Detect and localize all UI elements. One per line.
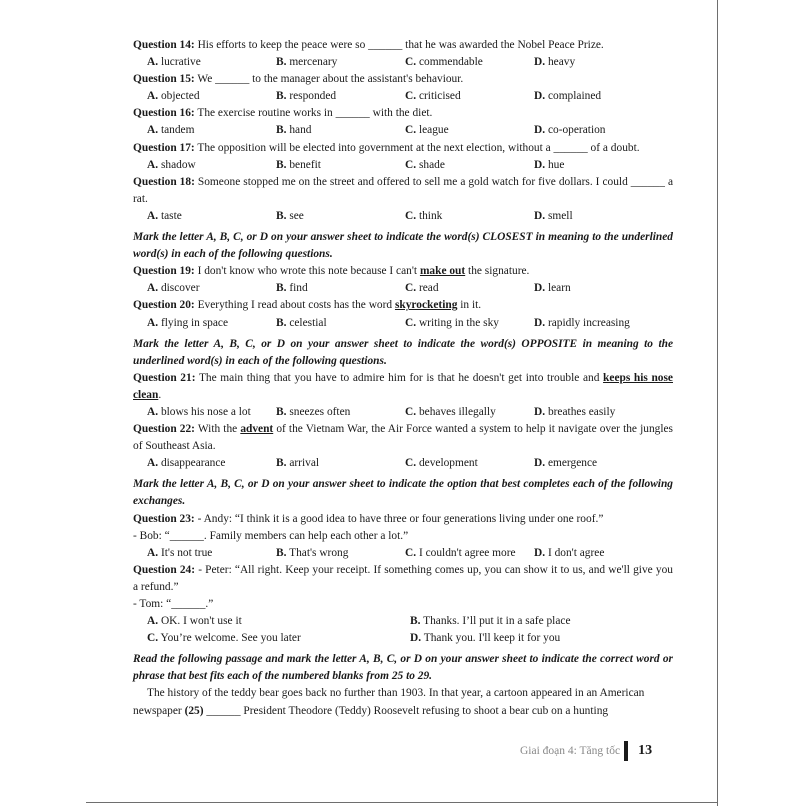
options-19 (133, 280, 673, 297)
option-b[interactable]: B. hand (276, 124, 312, 137)
option-c[interactable]: C. You’re welcome. See you later (147, 632, 301, 645)
page-right-edge (717, 0, 718, 806)
footer-divider (624, 741, 628, 761)
option-d[interactable]: D. rapidly increasing (534, 316, 630, 329)
option-d[interactable]: D. Thank you. I'll keep it for you (410, 632, 561, 645)
option-a[interactable]: A. disappearance (147, 457, 226, 470)
option-a[interactable]: A. shadow (147, 158, 196, 171)
option-d[interactable]: D. heavy (534, 56, 576, 69)
options-18 (133, 208, 673, 225)
question-20: Question 20: Everything I read about costs has the word skyrocketing in it. (133, 299, 482, 312)
option-d[interactable]: D. hue (534, 158, 565, 171)
option-c[interactable]: C. development (405, 457, 478, 470)
option-a[interactable]: A. blows his nose a lot (147, 405, 251, 418)
option-c[interactable]: C. writing in the sky (405, 316, 499, 329)
instruction-passage: Read the following passage and mark the letter A, B, C, or D on your answer sheet to indicate the correct word or phrase that best fits each of the numbered blanks from 25 to 29. (133, 653, 673, 683)
page-footer (520, 740, 652, 762)
option-d[interactable]: D. breathes easily (534, 405, 616, 418)
options-16 (133, 122, 673, 139)
question-19: Question 19: I don't know who wrote this note because I can't make out the signature. (133, 265, 530, 278)
question-24-reply: - Tom: “______.” (133, 598, 214, 610)
option-a[interactable]: A. taste (147, 209, 182, 222)
option-d[interactable]: D. complained (534, 90, 602, 103)
option-a[interactable]: A. It's not true (147, 546, 213, 559)
option-a[interactable]: A. discover (147, 282, 200, 295)
option-b[interactable]: B. see (276, 209, 304, 222)
options-24-row1 (133, 613, 673, 630)
option-b[interactable]: B. arrival (276, 457, 320, 470)
page-bottom-edge (86, 802, 718, 803)
option-a[interactable]: A. lucrative (147, 56, 201, 69)
option-d[interactable]: D. smell (534, 209, 573, 222)
options-22 (133, 455, 673, 472)
option-c[interactable]: C. commendable (405, 56, 483, 69)
option-d[interactable]: D. I don't agree (534, 546, 605, 559)
passage-line-1: The history of the teddy bear goes back no further than 1903. In that year, a cartoon appeared in an American (147, 687, 645, 700)
option-b[interactable]: B. sneezes often (276, 405, 351, 418)
question-22: Question 22: With the advent of the Vietnam War, the Air Force wanted a system to help it navigate over the jungles of Southeast Asia. (133, 423, 673, 453)
option-a[interactable]: A. OK. I won't use it (147, 615, 242, 628)
question-21: Question 21: The main thing that you have to admire him for is that he doesn't get into trouble and keeps his nose clean. (133, 371, 673, 401)
option-a[interactable]: A. objected (147, 90, 200, 103)
instruction-opposite: Mark the letter A, B, C, or D on your answer sheet to indicate the word(s) OPPOSITE in meaning to the underlined word(s) in each of the following questions. (133, 337, 673, 367)
option-c[interactable]: C. think (405, 209, 443, 222)
worksheet-page (133, 37, 673, 720)
passage-line-2: newspaper (25) ______ President Theodore (Teddy) Roosevelt refusing to shoot a bear cub on a hunting (133, 704, 609, 717)
option-c[interactable]: C. league (405, 124, 449, 137)
option-c[interactable]: C. I couldn't agree more (405, 546, 516, 559)
option-c[interactable]: C. shade (405, 158, 445, 171)
option-c[interactable]: C. criticised (405, 90, 461, 103)
question-15: Question 15: We ______ to the manager about the assistant's behaviour. (133, 73, 464, 86)
question-14: Question 14: His efforts to keep the peace were so ______ that he was awarded the Nobel Peace Prize. (133, 39, 604, 51)
question-16: Question 16: The exercise routine works in ______ with the diet. (133, 107, 433, 120)
option-c[interactable]: C. behaves illegally (405, 405, 496, 418)
blank-25: (25) (184, 704, 204, 717)
page-number: 13 (638, 743, 653, 758)
question-18: Question 18: Someone stopped me on the street and offered to sell me a gold watch for five dollars. I could ______ a rat. (133, 175, 673, 205)
options-14 (133, 54, 673, 71)
options-21 (133, 404, 673, 421)
option-d[interactable]: D. learn (534, 282, 571, 295)
instruction-closest: Mark the letter A, B, C, or D on your answer sheet to indicate the word(s) CLOSEST in meaning to the underlined word(s) in each of the following questions. (133, 231, 673, 261)
option-b[interactable]: B. Thanks. I’ll put it in a safe place (410, 615, 571, 628)
options-20 (133, 315, 673, 332)
question-17: Question 17: The opposition will be elected into government at the next election, without a ______ of a doubt. (133, 141, 640, 154)
options-24-row2 (133, 630, 673, 647)
option-b[interactable]: B. celestial (276, 316, 327, 329)
option-b[interactable]: B. That's wrong (276, 546, 349, 559)
option-a[interactable]: A. flying in space (147, 316, 228, 329)
options-15 (133, 88, 673, 105)
question-24: Question 24: - Peter: “All right. Keep your receipt. If something comes up, you can show it to us, and we'll give you a refund.” (133, 563, 673, 593)
option-b[interactable]: B. find (276, 282, 308, 295)
option-b[interactable]: B. benefit (276, 158, 321, 171)
option-a[interactable]: A. tandem (147, 124, 195, 137)
option-b[interactable]: B. mercenary (276, 56, 338, 69)
option-b[interactable]: B. responded (276, 90, 337, 103)
question-23: Question 23: - Andy: “I think it is a good idea to have three or four generations living under one roof.” (133, 512, 604, 525)
option-d[interactable]: D. co-operation (534, 124, 606, 137)
option-d[interactable]: D. emergence (534, 457, 598, 470)
options-23 (133, 545, 673, 562)
question-23-reply: - Bob: “______. Family members can help each other a lot.” (133, 529, 409, 542)
options-17 (133, 157, 673, 174)
option-c[interactable]: C. read (405, 282, 439, 295)
instruction-exchange: Mark the letter A, B, C, or D on your answer sheet to indicate the option that best completes each of the following exchanges. (133, 478, 673, 508)
section-title: Giai đoạn 4: Tăng tốc (520, 745, 621, 757)
